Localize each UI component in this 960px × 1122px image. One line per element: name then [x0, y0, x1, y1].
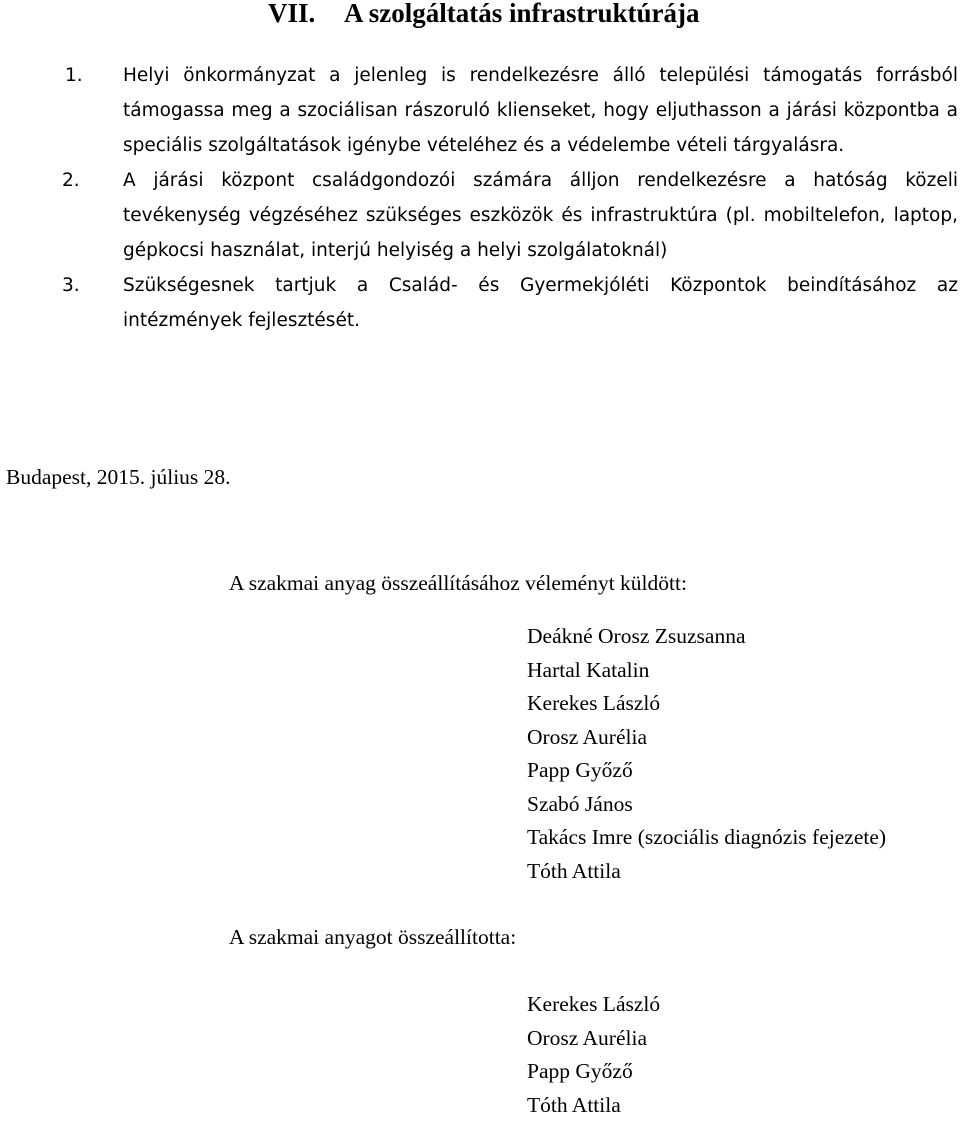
section-title: A szolgáltatás infrastruktúrája [344, 0, 699, 28]
contributor-name: Deákné Orosz Zsuzsanna [527, 620, 886, 654]
compiler-name: Papp Győző [527, 1055, 660, 1089]
compilers-list [527, 988, 660, 1122]
contributor-name: Takács Imre (szociális diagnózis fejezete) [527, 821, 886, 855]
place-and-date: Budapest, 2015. július 28. [6, 460, 231, 494]
list-item [0, 58, 960, 163]
list-item-marker: 1. [65, 58, 83, 93]
contributor-name: Kerekes László [527, 687, 886, 721]
section-heading [268, 0, 699, 30]
list-item-text: A járási központ családgondozói számára álljon rendelkezésre a hatóság közeli tevékenység végzéséhez szükséges eszközök és infrastruktúra (pl. mobiltelefon, laptop, gépkocsi használat, interjú helyiség a helyi szolgálatoknál) [123, 170, 958, 261]
contributor-name: Tóth Attila [527, 855, 886, 889]
contributor-name: Orosz Aurélia [527, 721, 886, 755]
list-item-text: Szükségesnek tartjuk a Család- és Gyermekjóléti Központok beindításához az intézmények fejlesztését. [123, 275, 958, 331]
compilers-caption: A szakmai anyagot összeállította: [229, 920, 516, 954]
list-item-marker: 3. [62, 268, 80, 303]
contributor-name: Hartal Katalin [527, 654, 886, 688]
compiler-name: Tóth Attila [527, 1089, 660, 1122]
compiler-name: Orosz Aurélia [527, 1022, 660, 1056]
contributors-caption: A szakmai anyag összeállításához véleményt küldött: [229, 566, 687, 600]
list-item [0, 163, 960, 268]
contributor-name: Papp Győző [527, 754, 886, 788]
list-item [0, 268, 960, 338]
section-number: VII. [268, 0, 344, 30]
compiler-name: Kerekes László [527, 988, 660, 1022]
numbered-list [0, 58, 960, 338]
list-item-text: Helyi önkormányzat a jelenleg is rendelkezésre álló települési támogatás forrásból támogassa meg a szociálisan rászoruló klienseket, hogy eljuthasson a járási központba a speciális szolgáltatások igénybe vételéhez és a védelembe vételi tárgyalásra. [123, 65, 958, 156]
contributors-list [527, 620, 886, 888]
contributor-name: Szabó János [527, 788, 886, 822]
list-item-marker: 2. [62, 163, 80, 198]
